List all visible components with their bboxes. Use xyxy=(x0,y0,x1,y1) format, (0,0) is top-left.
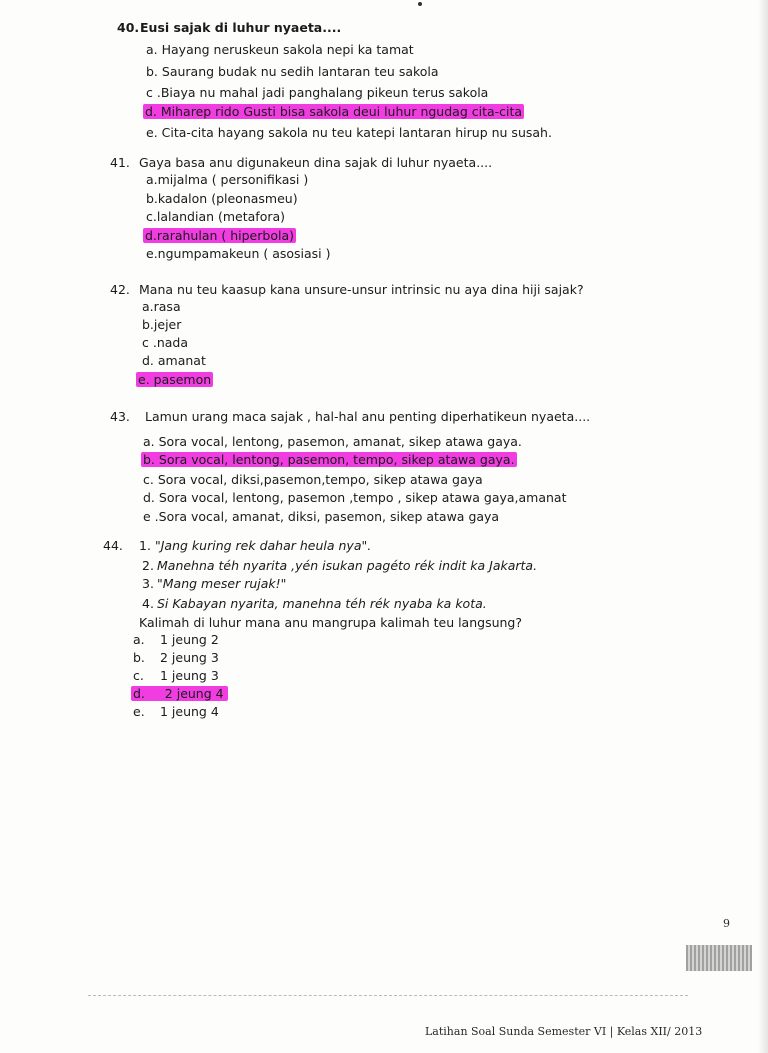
question-43-option-d: d. Sora vocal, lentong, pasemon ,tempo , sikep atawa gaya,amanat xyxy=(143,490,567,505)
question-44-sentence-1: "Jang kuring rek dahar heula nya". xyxy=(155,538,372,553)
scan-dot xyxy=(418,2,422,6)
question-44-option-b: 2 jeung 3 xyxy=(160,650,219,665)
question-40-option-b: b. Saurang budak nu sedih lantaran teu sakola xyxy=(146,64,439,79)
question-42-option-b: b.jejer xyxy=(142,317,182,332)
page-number: 9 xyxy=(723,917,730,930)
question-44-option-a: 1 jeung 2 xyxy=(160,632,219,647)
question-44-option-e: 1 jeung 4 xyxy=(160,704,219,719)
question-40-option-c: c .Biaya nu mahal jadi panghalang pikeun terus sakola xyxy=(146,85,489,100)
footer-text: Latihan Soal Sunda Semester VI | Kelas XII/ 2013 xyxy=(425,1025,703,1038)
question-42-option-e-highlighted: e. pasemon xyxy=(138,372,212,387)
question-44-option-c-letter: c. xyxy=(133,668,144,683)
question-41-option-e: e.ngumpamakeun ( asosiasi ) xyxy=(146,246,331,261)
question-43-option-a: a. Sora vocal, lentong, pasemon, amanat, sikep atawa gaya. xyxy=(143,434,522,449)
question-43-option-b-highlighted: b. Sora vocal, lentong, pasemon, tempo, sikep atawa gaya. xyxy=(143,452,515,467)
question-43-stem: Lamun urang maca sajak , hal-hal anu penting diperhatikeun nyaeta.... xyxy=(145,409,591,424)
question-44-option-b-letter: b. xyxy=(133,650,145,665)
question-44-option-d-letter: d. xyxy=(133,686,145,701)
question-44-sentence-2: Manehna téh nyarita ,yén isukan pagéto rék indit ka Jakarta. xyxy=(157,558,538,573)
question-44-sentence-4-number: 4. xyxy=(142,596,154,611)
footer-rule xyxy=(88,995,688,996)
question-44-sentence-2-number: 2. xyxy=(142,558,154,573)
question-44-sentence-4: Si Kabayan nyarita, manehna téh rék nyaba ka kota. xyxy=(157,596,487,611)
scan-edge-shadow xyxy=(758,0,768,1053)
question-40-option-e: e. Cita-cita hayang sakola nu teu katepi lantaran hirup nu susah. xyxy=(146,125,552,140)
question-44-option-e-letter: e. xyxy=(133,704,145,719)
question-41-stem: Gaya basa anu digunakeun dina sajak di luhur nyaeta.... xyxy=(139,155,493,170)
question-43-option-e: e .Sora vocal, amanat, diksi, pasemon, sikep atawa gaya xyxy=(143,509,500,524)
question-41-option-b: b.kadalon (pleonasmeu) xyxy=(146,191,298,206)
question-40-option-d-highlighted: d. Miharep rido Gusti bisa sakola deui luhur ngudag cita-cita xyxy=(145,104,523,119)
question-44-sentence-1-number: 1. xyxy=(139,538,151,553)
question-40-number: 40. xyxy=(117,20,140,35)
question-40-option-a: a. Hayang neruskeun sakola nepi ka tamat xyxy=(146,42,414,57)
question-42-number: 42. xyxy=(110,282,130,297)
question-41-number: 41. xyxy=(110,155,130,170)
question-44-option-d-highlighted: 2 jeung 4 xyxy=(164,686,224,701)
question-42-option-c: c .nada xyxy=(142,335,188,350)
question-42-stem: Mana nu teu kaasup kana unsure-unsur intrinsic nu aya dina hiji sajak? xyxy=(139,282,584,297)
question-43-number: 43. xyxy=(110,409,130,424)
question-41-option-a: a.mijalma ( personifikasi ) xyxy=(146,172,309,187)
question-44-sentence-3: "Mang meser rujak!" xyxy=(157,576,287,591)
question-44-number: 44. xyxy=(103,538,123,553)
question-40-stem: Eusi sajak di luhur nyaeta.... xyxy=(140,20,342,35)
question-44-option-c: 1 jeung 3 xyxy=(160,668,219,683)
question-44-sentence-3-number: 3. xyxy=(142,576,154,591)
question-41-option-d-highlighted: d.rarahulan ( hiperbola) xyxy=(145,228,294,243)
question-41-option-c: c.lalandian (metafora) xyxy=(146,209,286,224)
question-42-option-d: d. amanat xyxy=(142,353,206,368)
scan-artifact xyxy=(686,945,752,971)
question-42-option-a: a.rasa xyxy=(142,299,181,314)
question-43-option-c: c. Sora vocal, diksi,pasemon,tempo, sikep atawa gaya xyxy=(143,472,483,487)
question-44-option-a-letter: a. xyxy=(133,632,145,647)
question-44-stem: Kalimah di luhur mana anu mangrupa kalimah teu langsung? xyxy=(139,615,523,630)
